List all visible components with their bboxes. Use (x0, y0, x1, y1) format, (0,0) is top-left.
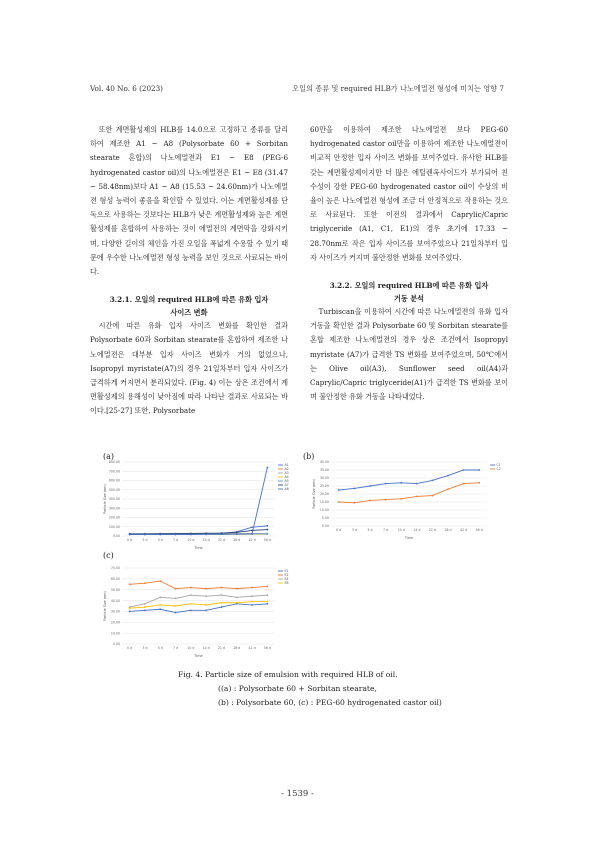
data-point (205, 533, 207, 535)
data-point (266, 467, 268, 469)
data-point (463, 483, 465, 485)
y-tick-label: 0.00 (112, 642, 120, 647)
caption-title: Fig. 4. Particle size of emulsion with required HLB of oil. (178, 670, 398, 679)
data-point (400, 498, 402, 500)
data-point (175, 534, 177, 536)
panel-label-c: (c) (103, 551, 114, 560)
y-tick-label: 5.00 (321, 516, 329, 521)
running-header-volume: Vol. 40 No. 6 (2023) (90, 84, 163, 93)
series-line (130, 595, 268, 607)
data-point (205, 604, 207, 606)
x-tick-label: 3 d (142, 538, 148, 542)
x-tick-label: 42 d (248, 646, 256, 650)
legend-label: A3 (284, 471, 289, 476)
x-tick-label: 7 d (173, 646, 179, 650)
body-paragraph: 시간에 따른 유화 입자 사이즈 변화를 확인한 결과 Polysorbate 60과 Sorbitan stearate를 혼합하여 제조한 나노에멀젼은 대부분 입자 사이즈 변화가 거의 없었으나, Isopropyl myristate(A7)의 경우 21일차부터 입자 사이즈가 급격하게 커지면서 분리되었다. (Fig. 4) 이는 상온 조건에서 계면활성제의 용해성이 낮아짐에 따라 나타난 결과로 사료되는 바이다.[25-27] 또한, Polysorbate (90, 321, 288, 416)
section-heading (310, 279, 508, 305)
data-point (236, 588, 238, 590)
y-tick-label: 50.00 (110, 587, 120, 592)
data-point (338, 489, 340, 491)
data-point (416, 483, 418, 485)
x-tick-label: 10 d (187, 538, 195, 542)
x-tick-label: 5 d (367, 528, 373, 532)
data-point (251, 595, 253, 597)
y-tick-label: 10.00 (110, 631, 120, 636)
x-tick-label: 14 d (202, 646, 210, 650)
data-point (463, 469, 465, 471)
legend-label: A1 (284, 463, 289, 468)
x-tick-label: 56 d (475, 528, 483, 532)
data-point (175, 598, 177, 600)
page-number: - 1539 - (281, 789, 314, 799)
y-tick-label: 60.00 (110, 577, 120, 582)
data-point (236, 531, 238, 533)
data-point (144, 609, 146, 611)
y-tick-label: 70.00 (110, 566, 120, 571)
data-point (251, 587, 253, 589)
x-tick-label: 14 d (202, 538, 210, 542)
x-tick-label: 5 d (157, 646, 163, 650)
y-tick-label: 40.00 (319, 460, 329, 465)
data-point (266, 533, 268, 535)
legend-label: A2 (284, 467, 289, 472)
data-point (354, 488, 356, 490)
data-point (266, 603, 268, 605)
data-point (369, 500, 371, 502)
x-tick-label: 14 d (413, 528, 421, 532)
data-point (432, 480, 434, 482)
y-tick-label: 500.00 (108, 487, 120, 492)
series-line (130, 468, 268, 535)
data-point (221, 533, 223, 535)
data-point (221, 606, 223, 608)
data-point (266, 594, 268, 596)
data-point (266, 586, 268, 588)
y-axis-title: Particle Size (nm) (312, 479, 316, 509)
x-tick-label: 42 d (460, 528, 468, 532)
running-header-title: 오일의 종류 및 required HLB가 나노에멀젼 형성에 미치는 영향 7 (292, 84, 504, 93)
data-point (416, 496, 418, 498)
data-point (190, 603, 192, 605)
x-tick-label: 0 d (336, 528, 342, 532)
x-tick-label: 21 d (217, 646, 225, 650)
y-tick-label: 800.00 (108, 460, 120, 465)
section-heading-line2: 사이즈 변화 (170, 308, 208, 318)
body-paragraph: Turbiscan을 이용하여 시간에 따른 나노에멀젼의 유화 입자 거동을 확인한 결과 Polysorbate 60 및 Sorbitan stearate를 혼합 제조한 나노에멀젼의 경우 상온 조건에서 Isopropyl myristate (A7)가 급격한 TS 변화를 보여주었으며, 50℃에서는 Olive oil(A3), Sunflower seed oil(A4)과 Caprylic/Capric triglyceride(A1)가 급격한 TS 변화를 보이며 불안정한 유화 거동을 나타내었다. (310, 307, 508, 402)
data-point (144, 606, 146, 608)
y-axis-title: Particle Size (nm) (103, 591, 107, 621)
x-tick-label: 7 d (383, 528, 389, 532)
y-tick-label: 20.00 (110, 620, 120, 625)
data-point (159, 608, 161, 610)
body-paragraph: 60만을 이용하여 제조한 나노에멀젼 보다 PEG-60 hydrogenated castor oil만을 이용하여 제조한 나노에멀젼이 비교적 안정한 입자 사이즈 변화를 보여주었다. 유사한 HLB를 갖는 계면활성제이지만 더 많은 에틸렌옥사이드가 부가되어 친수성이 강한 PEG-60 hydrogenated castor oil이 수상의 비율이 높은 나노에멀젼 형성에 조금 더 안정적으로 작용하는 것으로 사료된다. 또한 이전의 결과에서 Caprylic/Capric triglyceride (A1, C1, E1)의 경우 초기에 17.33 ~ 28.70nm로 작은 입자 사이즈를 보여주었으나 21일차부터 입자 사이즈가 커지며 불안정한 변화를 보여주었다. (310, 125, 508, 262)
x-tick-label: 28 d (444, 528, 452, 532)
y-tick-label: 600.00 (108, 478, 120, 483)
y-tick-label: 40.00 (110, 598, 120, 603)
caption-line: ((a) : Polysorbate 60 + Sorbitan stearate, (218, 684, 377, 693)
data-point (338, 501, 340, 503)
data-point (400, 482, 402, 484)
x-tick-label: 10 d (187, 646, 195, 650)
data-point (175, 588, 177, 590)
data-point (236, 533, 238, 535)
y-tick-label: 25.00 (319, 484, 329, 489)
legend-label: A7 (284, 483, 289, 488)
section-heading-line2: 거동 분석 (393, 294, 425, 304)
data-point (129, 583, 131, 585)
right-column (310, 123, 508, 404)
data-point (251, 533, 253, 535)
x-tick-label: 21 d (217, 538, 225, 542)
data-point (205, 609, 207, 611)
x-axis-title: Time (404, 536, 414, 540)
data-point (159, 604, 161, 606)
legend-label: A8 (284, 487, 289, 492)
y-tick-label: 300.00 (108, 506, 120, 511)
y-tick-label: 200.00 (108, 515, 120, 520)
x-tick-label: 56 d (263, 646, 271, 650)
data-point (205, 588, 207, 590)
x-tick-label: 3 d (142, 646, 148, 650)
y-tick-label: 30.00 (110, 609, 120, 614)
data-point (175, 612, 177, 614)
x-tick-label: 10 d (397, 528, 405, 532)
panel-label-b: (b) (303, 452, 315, 461)
x-axis-title: Time (194, 546, 203, 550)
panel-label-a: (a) (103, 452, 115, 461)
data-point (144, 534, 146, 536)
data-point (266, 529, 268, 531)
data-point (159, 596, 161, 598)
data-point (385, 483, 387, 485)
chart-panel-a (100, 458, 295, 552)
body-paragraph: 또한 계면활성제의 HLB를 14.0으로 고정하고 종류를 달리하여 제조한 A1 ~ A8 (Polysorbate 60 + Sorbitan stearate 혼합)의 나노에멀젼과 E1 ~ E8 (PEG-6 hydrogenated castor oil)의 나노에멀전은 E1 ~ E8 (31.47 ~ 58.48nm)보다 A1 ~ A8 (15.53 ~ 24.60nm)가 나노에멀젼 형성 능력이 좋음을 확인할 수 있었다. 이는 계면활성제를 단독으로 사용하는 것보다는 HLB가 낮은 계면활성제와 높은 계면활성제를 혼합하여 사용하는 것이 에멀전의 계면막을 강화시키며, 다양한 길이의 체인을 가진 오일을 폭넓게 수용할 수 있기 때문에 우수한 나노에멀젼 형성 능력을 보인 것으로 사료되는 바이다. (90, 125, 288, 277)
data-point (129, 534, 131, 536)
data-point (447, 488, 449, 490)
data-point (190, 587, 192, 589)
data-point (266, 601, 268, 603)
x-tick-label: 56 d (263, 538, 271, 542)
data-point (369, 485, 371, 487)
y-tick-label: 30.00 (319, 476, 329, 481)
data-point (190, 609, 192, 611)
x-axis-title: Time (194, 654, 203, 658)
legend-label: E2 (284, 573, 289, 578)
chart-panel-b (309, 458, 507, 542)
data-point (221, 587, 223, 589)
data-point (236, 596, 238, 598)
x-tick-label: 42 d (248, 538, 256, 542)
data-point (159, 534, 161, 536)
x-tick-label: 28 d (233, 538, 241, 542)
legend-label: C2 (496, 467, 501, 472)
legend-label: E8 (284, 581, 289, 586)
y-tick-label: 400.00 (108, 497, 120, 502)
data-point (129, 607, 131, 609)
data-point (266, 525, 268, 527)
data-point (251, 526, 253, 528)
left-column (90, 123, 288, 419)
section-heading (90, 293, 288, 319)
x-tick-label: 7 d (173, 538, 179, 542)
data-point (190, 594, 192, 596)
data-point (385, 499, 387, 501)
data-point (221, 594, 223, 596)
x-tick-label: 0 d (127, 646, 133, 650)
data-point (205, 595, 207, 597)
legend-label: A4 (284, 475, 289, 480)
data-point (221, 602, 223, 604)
x-tick-label: 3 d (351, 528, 357, 532)
data-point (129, 611, 131, 613)
y-tick-label: 15.00 (319, 500, 329, 505)
section-heading-line1: 3.2.1. 오일의 required HLB에 따른 유화 입자 (109, 295, 269, 305)
y-tick-label: 20.00 (319, 492, 329, 497)
data-point (447, 475, 449, 477)
x-tick-label: 0 d (127, 538, 133, 542)
legend-label: E4 (284, 577, 289, 582)
series-line (130, 581, 268, 589)
data-point (251, 601, 253, 603)
x-tick-label: 5 d (157, 538, 163, 542)
legend-label: E1 (284, 569, 289, 574)
y-tick-label: 0.00 (321, 524, 329, 529)
data-point (432, 495, 434, 497)
data-point (236, 602, 238, 604)
data-point (175, 605, 177, 607)
x-tick-label: 28 d (233, 646, 241, 650)
data-point (190, 534, 192, 536)
data-point (144, 582, 146, 584)
y-tick-label: 0.00 (112, 534, 120, 539)
data-point (354, 502, 356, 504)
caption-line: (b) : Polysorbate 60, (c) : PEG-60 hydrogenated castor oil) (218, 698, 442, 707)
series-line (339, 470, 479, 490)
y-tick-label: 35.00 (319, 468, 329, 473)
figure-caption (178, 668, 442, 710)
y-tick-label: 100.00 (108, 524, 120, 529)
data-point (144, 603, 146, 605)
data-point (159, 580, 161, 582)
y-axis-title: Particle Size (nm) (103, 484, 107, 514)
data-point (251, 604, 253, 606)
data-point (478, 482, 480, 484)
legend-label: C1 (496, 463, 501, 468)
y-tick-label: 700.00 (108, 469, 120, 474)
chart-panel-c (100, 564, 295, 660)
x-tick-label: 21 d (428, 528, 436, 532)
y-tick-label: 10.00 (319, 508, 329, 513)
data-point (478, 469, 480, 471)
section-heading-line1: 3.2.2. 오일의 required HLB에 따른 유화 입자 (329, 281, 489, 291)
legend-label: A5 (284, 479, 289, 484)
